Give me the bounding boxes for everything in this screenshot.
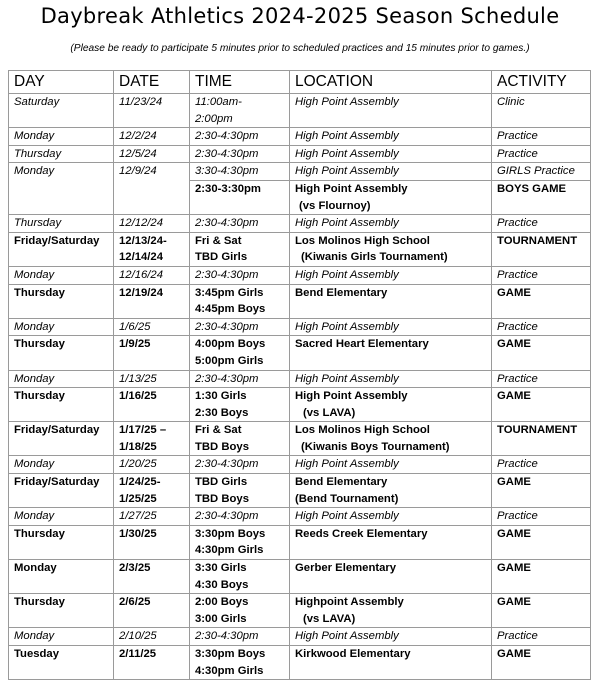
table-row	[9, 318, 591, 336]
cell-location: Kirkwood Elementary	[290, 646, 492, 680]
table-row	[9, 525, 591, 559]
cell-day: Friday/Saturday	[9, 474, 114, 508]
cell-location: Bend Elementary	[290, 284, 492, 318]
location-line: High Point Assembly	[295, 390, 408, 403]
header-activity: ACTIVITY	[492, 71, 591, 94]
cell-activity: BOYS GAME	[492, 180, 591, 214]
cell-day: Thursday	[9, 145, 114, 163]
cell-time: 2:30-4:30pm	[190, 128, 290, 146]
date-line: 12/14/24	[119, 251, 163, 264]
table-header-row	[9, 71, 591, 94]
cell-location: High Point Assembly	[290, 128, 492, 146]
cell-date	[114, 422, 190, 456]
location-line: Los Molinos High School	[295, 424, 430, 437]
header-location: LOCATION	[290, 71, 492, 94]
time-line: Fri & Sat	[195, 424, 242, 437]
cell-location	[290, 594, 492, 628]
cell-time: 2:30-4:30pm	[190, 508, 290, 526]
cell-time	[190, 388, 290, 422]
cell-date: 1/30/25	[114, 525, 190, 559]
cell-date	[114, 474, 190, 508]
table-row	[9, 628, 591, 646]
table-row	[9, 336, 591, 370]
cell-day: Thursday	[9, 525, 114, 559]
cell-time	[190, 232, 290, 266]
cell-time: 3:30-4:30pm	[190, 163, 290, 181]
cell-day: Thursday	[9, 388, 114, 422]
date-line: 1/18/25	[119, 440, 157, 453]
time-line: 1:30 Girls	[195, 390, 247, 403]
location-line: Los Molinos High School	[295, 234, 430, 247]
cell-activity: Practice	[492, 508, 591, 526]
table-row	[9, 128, 591, 146]
cell-time	[190, 646, 290, 680]
cell-day: Monday	[9, 163, 114, 215]
cell-day: Monday	[9, 456, 114, 474]
cell-location: High Point Assembly	[290, 215, 492, 233]
cell-activity: GAME	[492, 646, 591, 680]
cell-activity: Practice	[492, 628, 591, 646]
table-row	[9, 388, 591, 422]
time-line: 2:30 Boys	[195, 406, 249, 419]
location-note: (vs LAVA)	[303, 406, 356, 419]
cell-day: Monday	[9, 508, 114, 526]
time-line: 11:00am-	[195, 96, 242, 108]
cell-activity: Practice	[492, 266, 591, 284]
time-line: 3:30pm Boys	[195, 648, 266, 660]
cell-day: Monday	[9, 560, 114, 594]
cell-date: 12/19/24	[114, 284, 190, 318]
cell-date: 12/2/24	[114, 128, 190, 146]
cell-activity: GAME	[492, 474, 591, 508]
location-note: (Bend Tournament)	[295, 492, 399, 505]
cell-location	[290, 474, 492, 508]
location-line: Bend Elementary	[295, 476, 388, 489]
table-row	[9, 94, 591, 128]
cell-day: Monday	[9, 628, 114, 646]
time-line: TBD Boys	[195, 440, 249, 453]
time-line: 2:00 Boys	[195, 596, 249, 609]
date-line: 1/17/25 –	[119, 424, 167, 437]
cell-activity: TOURNAMENT	[492, 422, 591, 456]
time-line: 3:30pm Boys	[195, 527, 266, 540]
cell-date: 2/11/25	[114, 646, 190, 680]
table-row	[9, 266, 591, 284]
cell-time	[190, 422, 290, 456]
cell-location: Sacred Heart Elementary	[290, 336, 492, 370]
cell-time: 2:30-4:30pm	[190, 370, 290, 388]
cell-date: 12/16/24	[114, 266, 190, 284]
cell-day: Monday	[9, 266, 114, 284]
cell-date: 2/3/25	[114, 560, 190, 594]
cell-date: 1/9/25	[114, 336, 190, 370]
cell-time	[190, 594, 290, 628]
date-line: 1/24/25-	[119, 476, 161, 489]
cell-day: Thursday	[9, 594, 114, 628]
table-row	[9, 456, 591, 474]
table-row	[9, 370, 591, 388]
time-line: 4:30pm Girls	[195, 664, 264, 677]
cell-day: Monday	[9, 370, 114, 388]
cell-day: Thursday	[9, 284, 114, 318]
cell-location: High Point Assembly	[290, 266, 492, 284]
cell-day: Thursday	[9, 215, 114, 233]
cell-time: 2:30-4:30pm	[190, 628, 290, 646]
table-row	[9, 560, 591, 594]
cell-location	[290, 232, 492, 266]
time-line: Fri & Sat	[195, 234, 242, 247]
time-line: 5:00pm Girls	[195, 354, 264, 367]
cell-date: 12/12/24	[114, 215, 190, 233]
cell-date: 1/6/25	[114, 318, 190, 336]
table-row	[9, 422, 591, 456]
page-subtitle: (Please be ready to participate 5 minutes prior to scheduled practices and 15 minutes prior to games.)	[70, 43, 530, 54]
cell-activity: Practice	[492, 145, 591, 163]
cell-activity: Practice	[492, 215, 591, 233]
cell-date: 1/13/25	[114, 370, 190, 388]
cell-activity: Practice	[492, 456, 591, 474]
location-note: (Kiwanis Girls Tournament)	[301, 251, 448, 264]
cell-location	[290, 388, 492, 422]
table-row	[9, 508, 591, 526]
cell-day: Thursday	[9, 336, 114, 370]
cell-date	[114, 232, 190, 266]
cell-day: Friday/Saturday	[9, 232, 114, 266]
cell-activity: GAME	[492, 560, 591, 594]
location-line: Highpoint Assembly	[295, 596, 404, 609]
header-date: DATE	[114, 71, 190, 94]
cell-activity: TOURNAMENT	[492, 232, 591, 266]
page-title: Daybreak Athletics 2024-2025 Season Schedule	[40, 4, 560, 28]
time-line: 2:00pm	[195, 112, 233, 125]
cell-time	[190, 474, 290, 508]
cell-date: 1/20/25	[114, 456, 190, 474]
cell-activity: Clinic	[492, 94, 591, 128]
cell-time	[190, 94, 290, 128]
cell-time: 2:30-4:30pm	[190, 215, 290, 233]
header-time: TIME	[190, 71, 290, 94]
cell-date: 2/6/25	[114, 594, 190, 628]
cell-date: 1/16/25	[114, 388, 190, 422]
cell-location: High Point Assembly	[290, 508, 492, 526]
time-line: 3:30 Girls	[195, 562, 247, 575]
table-row	[9, 232, 591, 266]
location-note: (vs Flournoy)	[299, 199, 371, 212]
header-day: DAY	[9, 71, 114, 94]
time-line: 3:45pm Girls	[195, 286, 264, 299]
cell-day: Friday/Saturday	[9, 422, 114, 456]
cell-activity: GAME	[492, 284, 591, 318]
table-row	[9, 145, 591, 163]
location-note: (Kiwanis Boys Tournament)	[301, 440, 450, 453]
cell-location	[290, 422, 492, 456]
cell-time: 2:30-4:30pm	[190, 145, 290, 163]
cell-location	[290, 180, 492, 214]
cell-location: High Point Assembly	[290, 94, 492, 128]
cell-date: 2/10/25	[114, 628, 190, 646]
cell-location: Gerber Elementary	[290, 560, 492, 594]
table-row	[9, 215, 591, 233]
cell-activity: GAME	[492, 388, 591, 422]
cell-activity: Practice	[492, 318, 591, 336]
cell-time	[190, 525, 290, 559]
cell-date: 12/9/24	[114, 163, 190, 215]
schedule-table	[8, 70, 591, 680]
time-line: TBD Girls	[195, 251, 248, 264]
time-line: 3:00 Girls	[195, 612, 247, 625]
date-line: 12/13/24-	[119, 234, 167, 247]
cell-date: 1/27/25	[114, 508, 190, 526]
cell-time: 2:30-3:30pm	[190, 180, 290, 214]
cell-location: Reeds Creek Elementary	[290, 525, 492, 559]
cell-day: Monday	[9, 128, 114, 146]
cell-activity: Practice	[492, 370, 591, 388]
table-row	[9, 474, 591, 508]
table-row	[9, 594, 591, 628]
cell-time: 2:30-4:30pm	[190, 456, 290, 474]
cell-time	[190, 284, 290, 318]
cell-location: High Point Assembly	[290, 456, 492, 474]
cell-time	[190, 336, 290, 370]
cell-activity: GIRLS Practice	[492, 163, 591, 181]
cell-activity: Practice	[492, 128, 591, 146]
cell-location: High Point Assembly	[290, 163, 492, 181]
table-row	[9, 284, 591, 318]
cell-location: High Point Assembly	[290, 370, 492, 388]
date-line: 1/25/25	[119, 492, 157, 505]
cell-location: High Point Assembly	[290, 318, 492, 336]
cell-activity: GAME	[492, 594, 591, 628]
cell-day: Saturday	[9, 94, 114, 128]
time-line: TBD Girls	[195, 476, 248, 489]
cell-location: High Point Assembly	[290, 145, 492, 163]
cell-date: 11/23/24	[114, 94, 190, 128]
time-line: 4:30pm Girls	[195, 544, 264, 557]
cell-activity: GAME	[492, 336, 591, 370]
table-row	[9, 646, 591, 680]
cell-time: 2:30-4:30pm	[190, 266, 290, 284]
time-line: 4:00pm Boys	[195, 338, 266, 351]
location-note: (vs LAVA)	[303, 612, 356, 625]
location-line: High Point Assembly	[295, 182, 408, 195]
table-row	[9, 163, 591, 181]
cell-activity: GAME	[492, 525, 591, 559]
cell-day: Monday	[9, 318, 114, 336]
time-line: 4:30 Boys	[195, 578, 249, 591]
cell-time	[190, 560, 290, 594]
cell-date: 12/5/24	[114, 145, 190, 163]
time-line: TBD Boys	[195, 492, 249, 505]
cell-day: Tuesday	[9, 646, 114, 680]
time-line: 4:45pm Boys	[195, 303, 266, 316]
cell-time: 2:30-4:30pm	[190, 318, 290, 336]
cell-location: High Point Assembly	[290, 628, 492, 646]
